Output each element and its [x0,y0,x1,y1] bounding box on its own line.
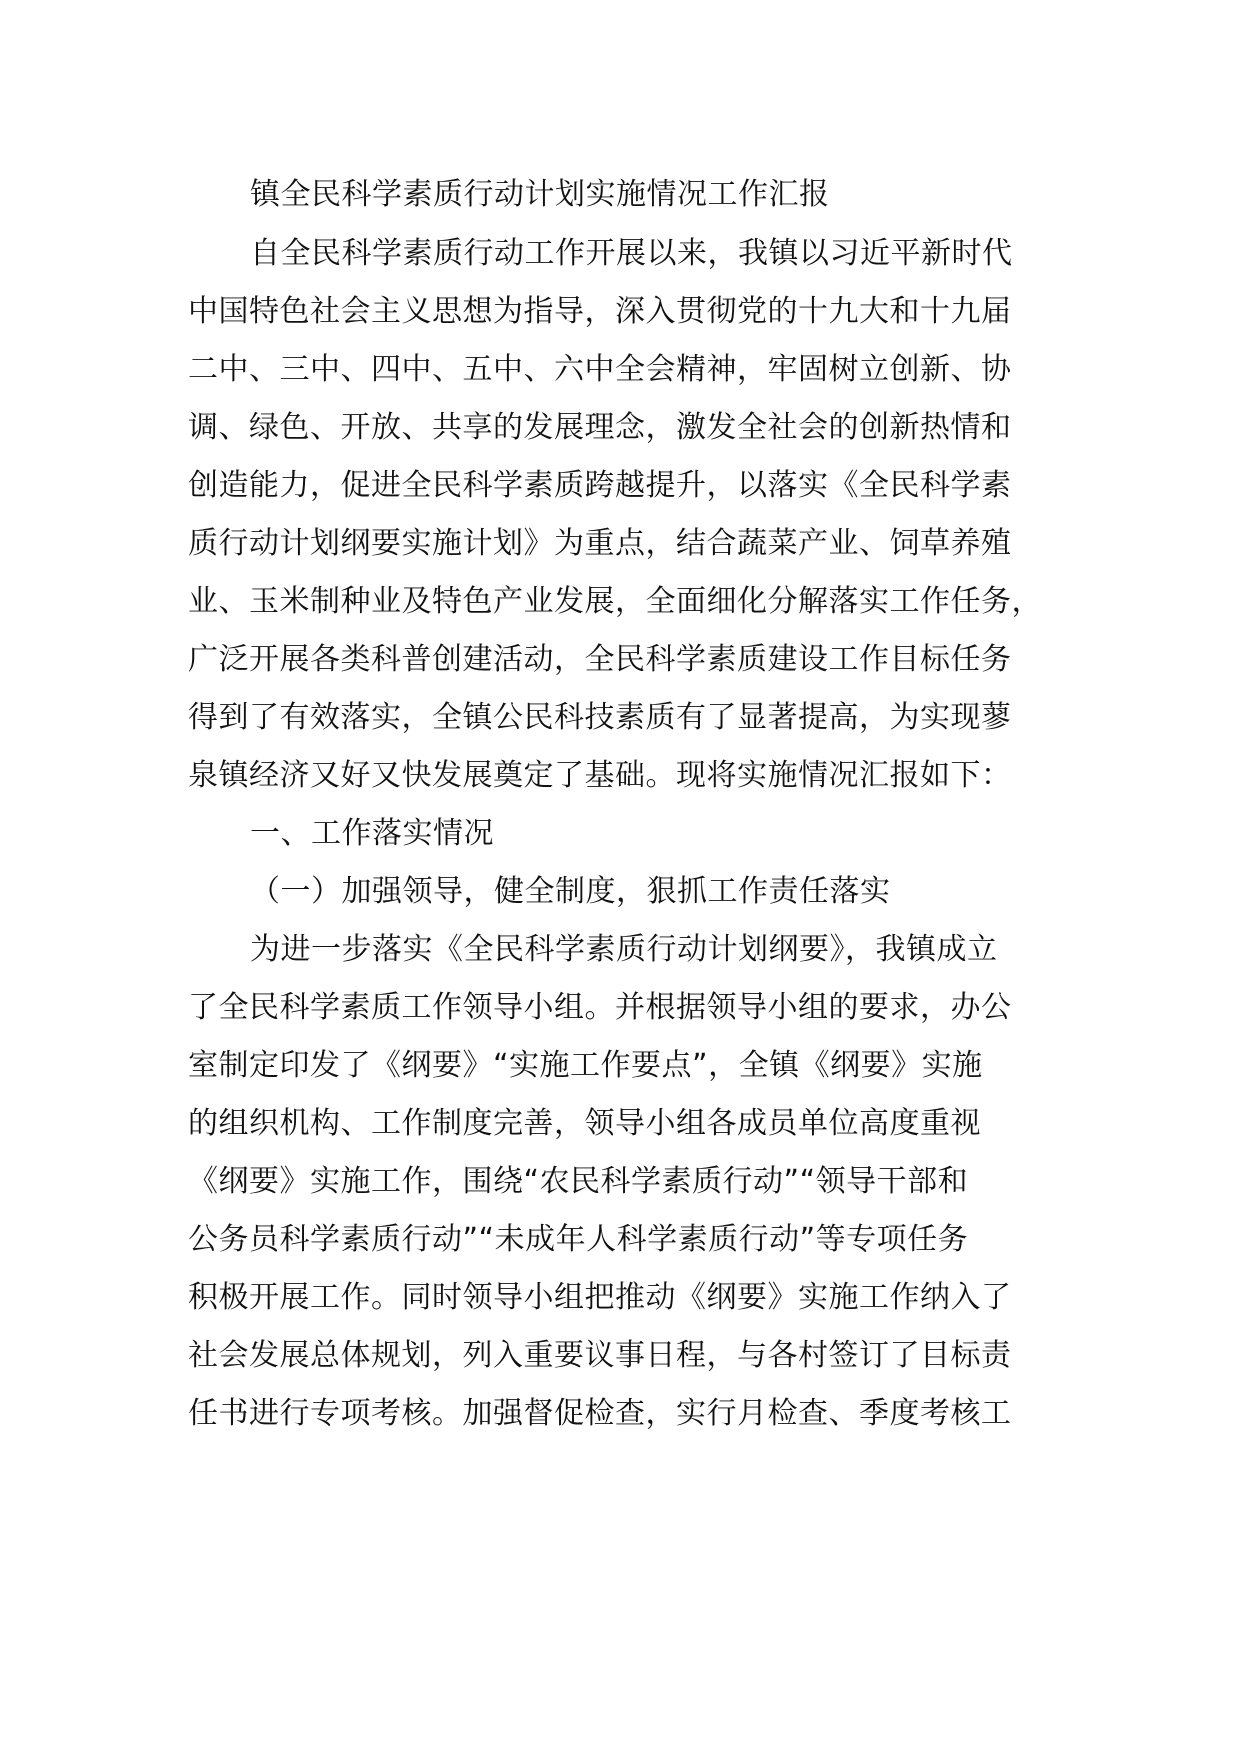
paragraph-line: 业、玉米制种业及特色产业发展，全面细化分解落实工作任务， [188,584,1042,619]
paragraph-line: 广泛开展各类科普创建活动，全民科学素质建设工作目标任务 [188,642,1012,677]
paragraph-line: 《纲要》实施工作，围绕“农民科学素质行动”“领导干部和 [188,1164,969,1199]
document-title: 镇全民科学素质行动计划实施情况工作汇报 [250,177,830,212]
paragraph-line: 中国特色社会主义思想为指导，深入贯彻党的十九大和十九届 [188,294,1012,329]
paragraph-line: 质行动计划纲要实施计划》为重点，结合蔬菜产业、饲草养殖 [188,526,1012,561]
paragraph-line: 泉镇经济又好又快发展奠定了基础。现将实施情况汇报如下： [188,758,1012,793]
paragraph-line: 任书进行专项考核。加强督促检查，实行月检查、季度考核工 [188,1396,1012,1431]
paragraph-line: 公务员科学素质行动”“未成年人科学素质行动”等专项任务 [188,1222,969,1257]
paragraph-line: 调、绿色、开放、共享的发展理念，激发全社会的创新热情和 [188,410,1012,445]
paragraph-line: 为进一步落实《全民科学素质行动计划纲要》，我镇成立 [250,932,998,967]
section-heading: 一、工作落实情况 [250,816,494,851]
paragraph-line: 室制定印发了《纲要》“实施工作要点”，全镇《纲要》实施 [188,1048,983,1083]
paragraph-line: 的组织机构、工作制度完善，领导小组各成员单位高度重视 [188,1106,981,1141]
paragraph-line: 了全民科学素质工作领导小组。并根据领导小组的要求，办公 [188,990,1012,1025]
paragraph-line: 得到了有效落实，全镇公民科技素质有了显著提高，为实现蓼 [188,700,1012,735]
paragraph-line: 创造能力，促进全民科学素质跨越提升，以落实《全民科学素 [188,468,1012,503]
paragraph-line: 积极开展工作。同时领导小组把推动《纲要》实施工作纳入了 [188,1280,1012,1315]
subsection-heading: （一）加强领导，健全制度，狠抓工作责任落实 [250,874,891,909]
paragraph-line: 二中、三中、四中、五中、六中全会精神，牢固树立创新、协 [188,352,1012,387]
paragraph-line: 社会发展总体规划，列入重要议事日程，与各村签订了目标责 [188,1338,1012,1373]
paragraph-line: 自全民科学素质行动工作开展以来，我镇以习近平新时代 [250,236,1013,271]
